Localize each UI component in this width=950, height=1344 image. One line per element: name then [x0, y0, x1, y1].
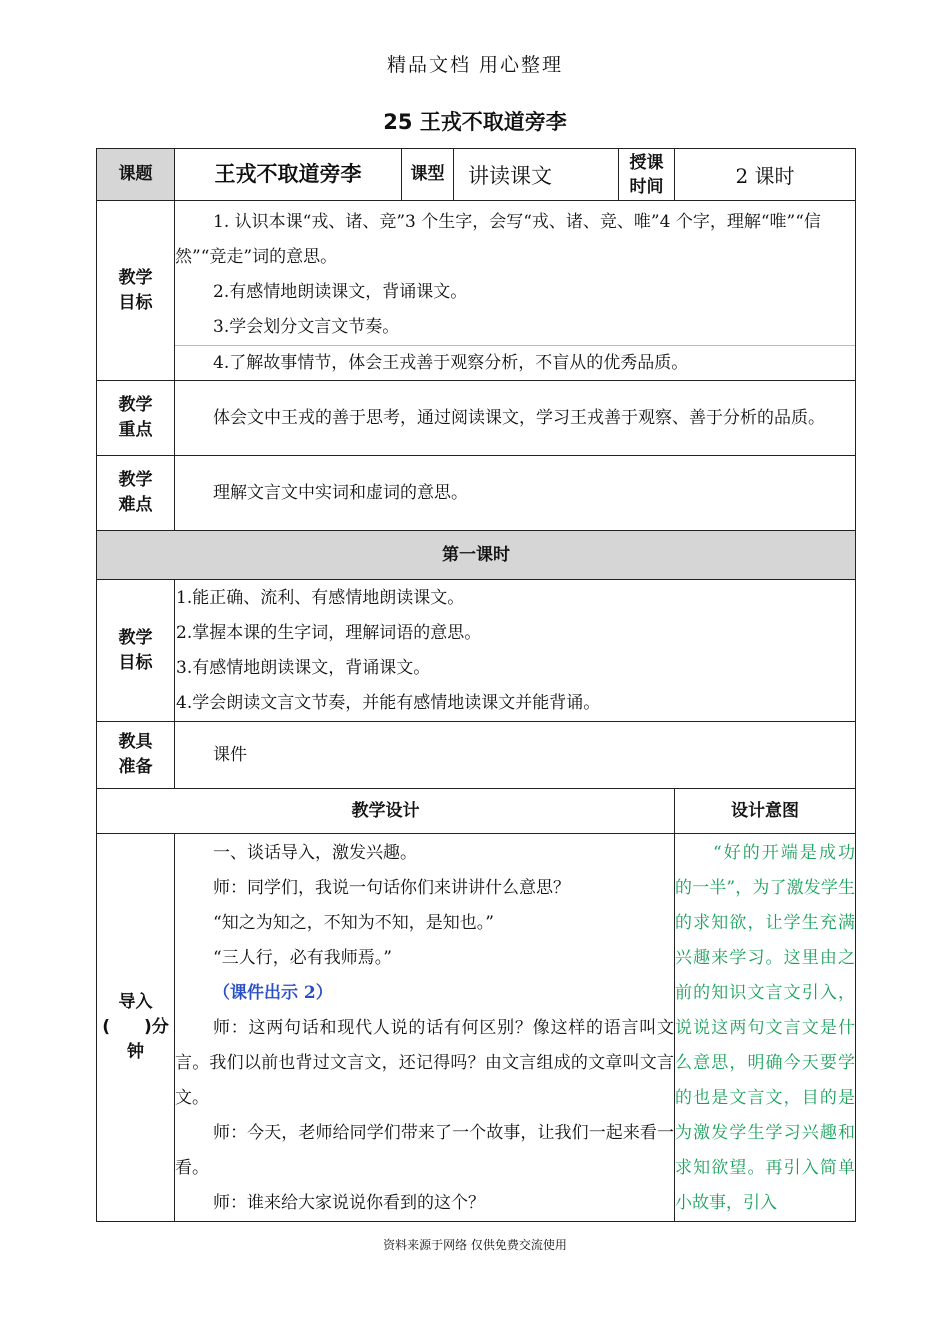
objectives-content	[175, 201, 856, 381]
intro-line: 师：这两句话和现代人说的话有何区别？像这样的语言叫文言。我们以前也背过文言文，还记得吗？由文言组成的文章叫文言文。	[175, 1018, 674, 1108]
hours-label	[619, 149, 675, 201]
lesson-objectives-content	[175, 580, 856, 722]
intro-intent: “好的开端是成功的一半”，为了激发学生的求知欲，让学生充满兴趣来学习。这里由之前的知识文言文引入，说说这两句文言文是什么意思，明确今天要学的也是文言文，目的是为激发学生学习兴趣和求知欲望。再引入简单小故事，引入	[675, 834, 856, 1222]
lesson-objective-item: 4.学会朗读文言文节奏，并能有感情地读课文并能背诵。	[176, 692, 601, 713]
lesson-one-row	[97, 531, 856, 580]
difficulties-text: 理解文言文中实词和虚词的意思。	[175, 456, 856, 531]
design-header-row	[97, 789, 856, 834]
document-title: 25 王戎不取道旁李	[383, 110, 567, 134]
type-label: 课型	[402, 149, 454, 201]
design-header: 教学设计	[97, 789, 675, 834]
lesson-objectives-label	[97, 580, 175, 722]
type-value: 讲读课文	[454, 149, 619, 201]
intro-line: 师：今天，老师给同学们带来了一个故事，让我们一起来看一看。	[175, 1123, 674, 1178]
intro-line: “三人行，必有我师焉。”	[213, 948, 392, 968]
intro-courseware-note: （课件出示 2）	[213, 983, 333, 1003]
hours-value: 2 课时	[675, 149, 856, 201]
header-note: 精品文档 用心整理	[386, 54, 564, 76]
lesson-objective-item: 2.掌握本课的生字词，理解词语的意思。	[176, 622, 482, 643]
objective-item: 2.有感情地朗读课文，背诵课文。	[213, 282, 468, 302]
objective-item: 4.了解故事情节，体会王戎善于观察分析，不盲从的优秀品质。	[175, 345, 855, 380]
lesson-objective-item: 3.有感情地朗读课文，背诵课文。	[176, 657, 431, 678]
intent-header: 设计意图	[675, 789, 856, 834]
key-points-row	[97, 381, 856, 456]
lesson-objectives-label-line-1: 教学	[118, 627, 153, 648]
lesson-objectives-row	[97, 580, 856, 722]
lesson-plan-table	[96, 148, 856, 1222]
tools-text: 课件	[175, 722, 856, 789]
key-points-text: 体会文中王戎的善于思考，通过阅读课文，学习王戎善于观察、善于分析的品质。	[175, 381, 856, 456]
lesson-objectives-label-line-2: 目标	[118, 652, 153, 673]
topic-label: 课题	[97, 149, 175, 201]
intro-label-line-2: ( )分	[102, 1017, 169, 1037]
intro-label	[97, 834, 175, 1222]
lesson-one-heading: 第一课时	[97, 531, 856, 580]
difficulties-label-line-2: 难点	[118, 495, 153, 515]
objectives-row	[97, 201, 856, 381]
intro-line: 一、谈话导入，激发兴趣。	[213, 843, 417, 863]
intro-line: 师：同学们，我说一句话你们来讲讲什么意思？	[213, 878, 570, 898]
footer-note: 资料来源于网络 仅供免费交流使用	[383, 1238, 567, 1252]
intro-row	[97, 834, 856, 1222]
key-points-label	[97, 381, 175, 456]
difficulties-row	[97, 456, 856, 531]
objectives-label	[97, 201, 175, 381]
objectives-label-line-2: 目标	[118, 292, 153, 313]
intro-line: 师：谁来给大家说说你看到的这个？	[213, 1193, 485, 1213]
intro-content	[175, 834, 675, 1222]
key-points-label-line-2: 重点	[118, 420, 153, 440]
intro-line: “知之为知之，不知为不知，是知也。”	[213, 913, 494, 933]
difficulties-label	[97, 456, 175, 531]
tools-label	[97, 722, 175, 789]
topic-value: 王戎不取道旁李	[175, 149, 402, 201]
key-points-label-line-1: 教学	[118, 395, 153, 415]
hours-label-line-2: 时间	[629, 176, 664, 197]
objective-item: 1. 认识本课“戎、诸、竞”3 个生字，会写“戎、诸、竞、唯”4 个字，理解“唯”“信然”“竞走”词的意思。	[175, 212, 821, 267]
difficulties-label-line-1: 教学	[118, 470, 153, 490]
lesson-objective-item: 1.能正确、流利、有感情地朗读课文。	[176, 587, 465, 608]
objective-item: 3.学会划分文言文节奏。	[213, 317, 400, 337]
tools-row	[97, 722, 856, 789]
tools-label-line-2: 准备	[118, 757, 153, 777]
objectives-label-line-1: 教学	[118, 267, 153, 288]
intro-label-line-3: 钟	[127, 1042, 144, 1062]
hours-label-line-1: 授课	[629, 152, 664, 173]
info-row	[97, 149, 856, 201]
intro-label-line-1: 导入	[118, 992, 153, 1012]
tools-label-line-1: 教具	[118, 732, 153, 752]
